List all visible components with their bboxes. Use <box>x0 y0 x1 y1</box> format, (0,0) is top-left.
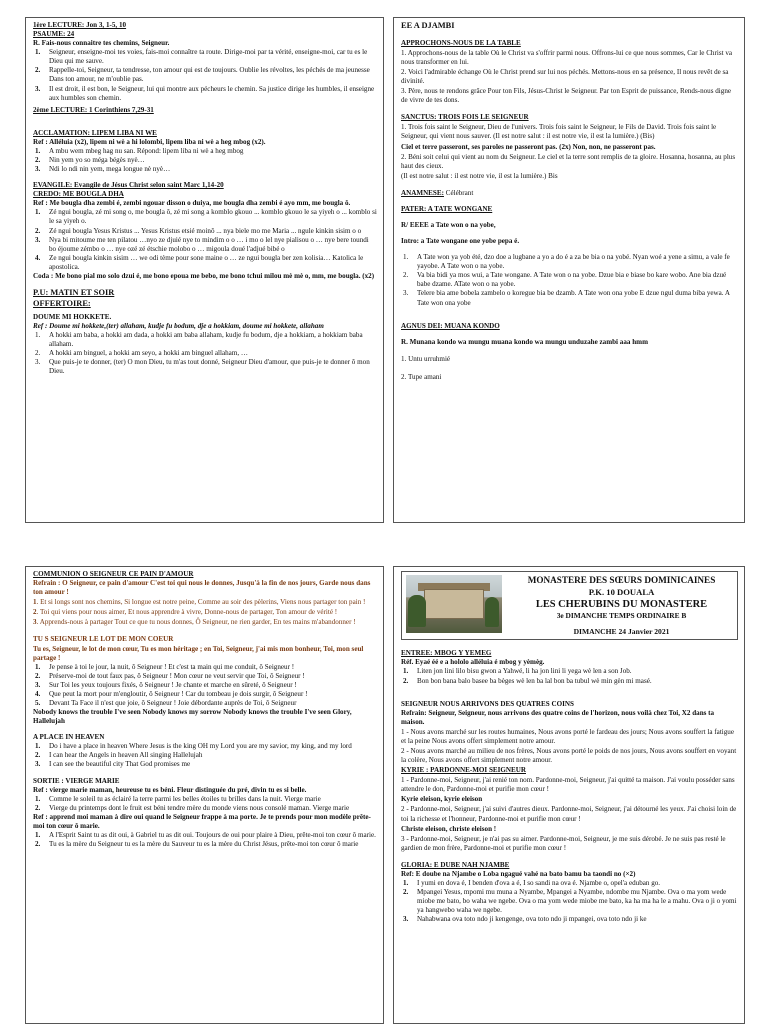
tues-title: TU S SEIGNEUR LE LOT DE MON COEUR <box>33 635 174 644</box>
list-item: 2. Zé ngui bougla Yesus Kristus ... Yesus Kristus etsié moinô ... nya biele mo me Maria ... ngule kinkin sisim o o <box>35 226 362 235</box>
list-item: 2. Nin yem yo so méga bégès nyè… <box>35 156 145 165</box>
pater-refrain: R/ EEEE a Tate won o na yobe, <box>401 221 496 229</box>
list-item: 1. Zé ngui bougla, zé mi song o, me bougla ô, zé mi song a komblo gkouo ... komblo gkouo le sa yiyeh o ... komblo si le sa yiyeh o. <box>35 208 377 226</box>
list-item: 1. Approchons-nous de la table Où le Christ va s'offrir parmi nous. Offrons-lui ce que nous sommes, Car le Christ va nous transformer en lui. <box>401 48 733 66</box>
list-item: 2 - Nous avons marché au milieu de nos frères, Nous avons porté le poids de nos jours, Nous avons souffert en voyant la colère, Nous avons offert simplement notre amour. <box>401 746 737 765</box>
list-item: 2. Vierge du printemps dont le fruit est béni tendre mère du monde viens nous consolé maman. Vierge marie <box>35 803 350 812</box>
list-item: 1. A Tate won ya yob été, dzo doe a lugbane a yo a do é a za be bia o na yobé. Nyan woé a yene a simu, a vale fe yayobe. A Tate won o na yobe. <box>403 253 730 271</box>
liturgical-day: 3e DIMANCHE TEMPS ORDINAIRE B <box>556 611 687 621</box>
list-item: 2. Préserve-moi de tout faux pas, ô Seigneur ! Mon cœur ne veut servir que Toi, ô Seigneur ! <box>35 671 305 680</box>
sortie-list <box>33 795 377 813</box>
offertoire-heading: OFFERTOIRE: <box>33 298 91 308</box>
entree-heading: ENTREE: MBOG Y YEMEG <box>401 649 492 658</box>
psaume-refrain: R. Fais-nous connaitre tes chemins, Seigneur. <box>33 39 170 48</box>
credo-list <box>33 208 377 272</box>
list-item: 2. I can hear the Angels in heaven All singing Hallelujah <box>35 751 203 760</box>
kyrie-response: Kyrie eleison, kyrie eleison <box>401 795 483 804</box>
monastery-name: MONASTERE DES SŒURS DOMINICAINES <box>527 575 716 585</box>
list-item: 1. Comme le soleil tu as éclairé la terre parmi les belles étoiles tu brilles dans la nuit. Vierge marie <box>35 794 321 803</box>
list-item: 1. Seigneur, enseigne-moi tes voies, fais-moi connaître ta route. Dirige-moi par ta vérité, enseigne-moi, car tu es le Dieu qui me sauve. <box>35 48 368 66</box>
list-item: 1. Untu urruhmié <box>401 354 451 363</box>
credo-heading: CREDO: ME BOUGLA DHA <box>33 190 124 199</box>
list-item: 2. Tu es la mère du Seigneur tu es la mère du Sauveur tu es la mère du Christ Jésus, prête-moi ton cœur ô marie <box>35 840 359 849</box>
approchons-heading: APPROCHONS-NOUS DE LA TABLE <box>401 38 521 47</box>
pu-heading: P.U: MATIN ET SOIR <box>33 288 115 298</box>
psaume-list <box>33 48 377 102</box>
acclamation-heading: ACCLAMATION: LIPEM LIBA NI WE <box>33 128 157 137</box>
list-item: 1. Do i have a place in heaven Where Jesus is the king OH my Lord you are my savior, my king, and my lord <box>35 742 352 751</box>
sanctus-verse: 1. Trois fois saint le Seigneur, Dieu de l'univers. Trois fois saint le Seigneur, le Fils de David. Trois fois saint le Seigneur, qui vient nous sauver. (Il est notre salut : il est notre vie, il est la lumière.) (Bis) <box>401 123 717 141</box>
psaume-heading: PSAUME: 24 <box>33 30 75 39</box>
kyrie-verse: 3 - Pardonne-moi, Seigneur, je n'ai pas su aimer. Pardonne-moi, Seigneur, je me suis dérobé. Je ne suis pas resté le gardien de mon frère, Pardonne-moi et purifie mon cœur ! <box>401 834 726 852</box>
list-item: 4. Que peut la mort pour m'engloutir, ô Seigneur ! Car du tombeau je dois surgir, ô Seigneur ! <box>35 689 308 698</box>
monastery-location: P.K. 10 DOUALA <box>588 586 655 597</box>
list-item: 3. Que puis-je te donner, (ter) O mon Dieu, tu m'as tout donné, Seigneur Dieu d'amour, que puis-je te donner ô mon Dieu. <box>35 357 370 375</box>
sanctus-verse: 2. Béni soit celui qui vient au nom du Seigneur. Le ciel et la terre sont remplis de ta gloire. Hosanna, hosanna, au plus haut des cieux. <box>401 152 736 170</box>
list-item: 1. A hokki am baba, a hokki am dada, a hokki am baba allaham, kudje fu bodum, dje a hokkiam, a hokkiam baba allaham. <box>35 330 363 348</box>
kyrie-heading: KYRIE : PARDONNE-MOI SEIGNEUR <box>401 766 526 775</box>
panel-cover <box>393 566 745 1024</box>
monastery-title-block <box>510 575 733 636</box>
sanctus-heading: SANCTUS: TROIS FOIS LE SEIGNEUR <box>401 113 529 122</box>
monastery-header <box>401 571 738 640</box>
lecture1-heading: 1ère LECTURE: Jon 3, 1-5, 10 <box>33 21 127 29</box>
list-item: 1. Et si longs sont nos chemins, Si longue est notre peine, Comme au soir des pèlerins, Viens nous partager ton pain ! <box>33 598 366 607</box>
date: DIMANCHE 24 Janvier 2021 <box>573 626 670 636</box>
list-item: 3. Il est droit, il est bon, le Seigneur, lui qui montre aux pécheurs le chemin. Sa justice dirige les humbles, il enseigne aux humbles son chemin. <box>35 84 375 102</box>
evangile-heading: EVANGILE: Evangile de Jésus Christ selon saint Marc 1,14-20 <box>33 181 224 190</box>
panel-communion <box>25 566 384 1024</box>
pater-intro: Intro: a Tate wongane one yobe pepa é. <box>401 237 520 246</box>
list-item: 1. A mbu wem mbeg hag nu san. Répond: lipem liba ni wè a heg mbog <box>35 146 244 155</box>
gloria-ref: Ref: E doube na Njambe o Loba ngagué vahé na bato bamu ba taondi no (×2) <box>401 869 636 878</box>
sortie-heading: SORTIE : VIERGE MARIE <box>33 776 120 785</box>
panel-eucharist <box>393 17 745 523</box>
gloria-heading: GLORIA: E DUBE NAH NJAMBE <box>401 860 510 869</box>
list-item: 3. Père, nous te rendons grâce Pour ton Fils, Jésus-Christ le Seigneur. Par ton Esprit de puissance, Rends-nous digne de vivre de tes dons. <box>401 87 732 105</box>
list-item: 1 - Nous avons marché sur les routes humaines, Nous avons porté le fardeau des jours; Nous avons souffert la fatigue et la peine Nous avons offert simplement notre amour. <box>401 727 734 745</box>
list-item: 4. Ze ngui bougla kinkin sisim … we odi tème pour sone maine o … ze ngui bougla ber zen kolisia… Katolica le apostolica. <box>35 253 364 271</box>
sanctus-refrain: Ciel et terre passeront, ses paroles ne passeront pas. (2x) Non, non, ne passeront pas. <box>401 142 656 151</box>
place-list <box>33 742 377 769</box>
list-item: 1. I yumi en dova é, I benden d'ova a é, I so sandi na ova é. Njambe o, opel'a eduban go. <box>403 878 661 887</box>
list-item: 3. Ndi lo ndi nin yem, mega longue nè nyè… <box>35 165 171 174</box>
monastery-photo <box>406 575 502 633</box>
pater-list <box>401 253 738 307</box>
seigneur-refrain: Refrain: Seigneur, Seigneur, nous arrivons des quatre coins de l'horizon, nous voilà chez Toi, X2 dans ta maison. <box>401 708 715 726</box>
nobody-text: Nobody knows the trouble I've seen Nobody knows my sorrow Nobody knows the trouble I've seen Glory, Hallelujah <box>33 708 352 726</box>
list-item: 3. Nya bi mitoume me ten pilatou …nyo ze djuié nye to mindim o o … i mo o lel nye pialisou o … nye bere toundi bo éjoume zémbo o … nye ozé zé étschie molobo o … migoula doué l'adjué bibé o <box>35 235 369 253</box>
communion-refrain: Refrain : O Seigneur, ce pain d'amour C'est toi qui nous le donnes, Jusqu'à la fin de nos jours, Garde nous dans ton amour ! <box>33 579 371 597</box>
sortie-list2 <box>33 831 377 849</box>
entree-ref: Réf. Eyaé éé e a hololo alléluia é mbog y yèmèg. <box>401 658 545 667</box>
list-item: 5. Devant Ta Face il n'est que joie, ô Seigneur ! Joie débordante auprès de Toi, ô Seigneur <box>35 699 297 708</box>
entree-list <box>401 667 738 685</box>
list-item: 2. Bon bon bana balo basee ba bèges wè len ba lal bon ba tubul wè min gèn mi masé. <box>403 676 652 685</box>
agnus-heading: AGNUS DEI: MUANA KONDO <box>401 321 500 330</box>
list-item: 3. I can see the beautiful city That God promises me <box>35 760 191 769</box>
list-item: 2. Tupe amani <box>401 372 442 381</box>
seigneur-title: SEIGNEUR NOUS ARRIVONS DES QUATRES COINS <box>401 699 574 708</box>
communion-heading: COMMUNION O SEIGNEUR CE PAIN D'AMOUR <box>33 570 194 578</box>
credo-coda: Coda : Me bono pial mo solo dzui é, me bono epoua me bebo, me bono tchui milou mè mè o, mm, me bougla. (x2) <box>33 271 375 280</box>
list-item: 2. Rappelle-toi, Seigneur, ta tendresse, ton amour qui est de toujours. Oublie les révoltes, les péchés de ma jeunesse Dans ton amour, ne m'oublie pas. <box>35 66 370 84</box>
list-item: 2. A hokki am binguel, a hokki am seyo, a hokki am binguel allaham, … <box>35 348 248 357</box>
kyrie-verse: 1 - Pardonne-moi, Seigneur, j'ai renié ton nom. Pardonne-moi, Seigneur, j'ai quitté ta maison. J'ai voulu posséder sans attendre le don, Pardonne-moi et purifie mon cœur ! <box>401 776 735 794</box>
list-item: 3. Apprends-nous à partager Tout ce que tu nous donnes, Ô Seigneur, ne rien garder, En tes mains m'abandonner ! <box>33 618 356 627</box>
list-item: 1. Je pense à toi le jour, la nuit, ô Seigneur ! Et c'est ta main qui me conduit, ô Seigneur ! <box>35 662 295 671</box>
anamnese-line: ANAMNESE: Célébrant <box>401 188 474 197</box>
agnus-refrain: R. Munana kondo wa mungu muana kondo wa mungu unduzahe zambi aaa hmm <box>401 337 648 346</box>
sanctus-verse: (Il est notre salut : il est notre vie, il est la lumière.) Bis <box>401 171 558 180</box>
doume-title: DOUME MI HOKKETE. <box>33 312 112 321</box>
list-item: 1. A l'Esprit Saint tu as dit oui, à Gabriel tu as dit oui. Toujours de oui pour plaire à Dieu, prête-moi ton cœur ô marie. <box>35 831 376 840</box>
tues-list <box>33 663 377 708</box>
acclamation-list <box>33 147 377 174</box>
credo-ref: Ref : Me bougla dha zembi é, zembi ngouar disson o duiya, me bougla dha zembi é ayo mm, me bougla ô. <box>33 199 351 208</box>
sortie-ref2: Ref : apprend moi maman à dire oui quand le Seigneur frappe à ma porte. Je te prends pour mon modèle prête-moi ton cœur ô marie. <box>33 812 371 830</box>
kyrie-response: Christe eleison, christe eleison ! <box>401 824 497 833</box>
list-item: 2. Va bia bidi ya mos wui, a Tate wongane. A Tate won o na yobe. Dzue bia e biase bo kare wobo. Ane bia dzué babe dzame. ATate won o na yobe. <box>403 271 727 289</box>
doume-list <box>33 331 377 376</box>
ee-title: EE A DJAMBI <box>401 21 455 30</box>
tues-ref: Tu es, Seigneur, le lot de mon cœur, Tu es mon héritage ; en Toi, Seigneur, j'ai mis mon bonheur, Toi, mon seul partage ! <box>33 644 364 662</box>
choir-name: LES CHERUBINS DU MONASTERE <box>535 598 708 610</box>
sortie-ref: Ref : vierge marie maman, heureuse tu es béni. Fleur distinguée du pré, divin tu es si belle. <box>33 785 307 794</box>
list-item: 3. Sur Toi les yeux toujours fixés, ô Seigneur ! Je chante et marche en sûreté, ô Seigneur ! <box>35 680 297 689</box>
list-item: 3. Nahabwana ova toto ndo ji kengenge, ova toto ndo ji mpangei, ova toto ndo ji ke <box>403 915 647 924</box>
gloria-list <box>401 879 738 924</box>
acclamation-ref: Ref : Alléluia (x2), lipem ni wè a hi lolombi, lipem liba ni wè a heg mbog (x2). <box>33 137 266 146</box>
list-item: 1. Liten jon lini lilo bisu gwon a Yahwé, li ha jon lini li yega wè len a son Job. <box>403 667 632 676</box>
list-item: 2. Toi qui viens pour nous aimer, Et nous apprendre à vivre, Donne-nous de partager, Ton amour de vérité ! <box>33 608 338 617</box>
list-item: 2. Voici l'admirable échange Où le Christ prend sur lui nos péchés. Mettons-nous en sa présence, Il nous revêt de sa divinité. <box>401 67 729 86</box>
kyrie-verse: 2 - Pardonne-moi, Seigneur, j'ai suivi d'autres dieux. Pardonne-moi, Seigneur, j'ai détourné les yeux. J'ai choisi loin de toi la richesse et l'honneur, Pardonne-moi et purifie mon cœur ! <box>401 805 737 823</box>
lecture2-heading: 2ème LECTURE: 1 Corinthiens 7,29-31 <box>33 105 154 114</box>
pater-heading: PATER: A TATE WONGANE <box>401 204 493 213</box>
place-title: A PLACE IN HEAVEN <box>33 733 105 742</box>
list-item: 2. Mpangei Yesus, mpomi mu muna a Nyambe, Mpangei a Nyambe, ndombe mu Njambe. Ova o ma yom wede miobe me bato, bo waha we ngebe. Ova o ma yom wede miobe me bato, ka ha ma ha le a mahu. Ova o ji o yomi ya hangwebo waha we ngebe. <box>403 888 737 915</box>
list-item: 3. Telere bia ame bobela zambelo o koregue bia be dzamb. A Tate won ona yobe E dzue ngul duma biba yewa. A Tate won ona yobe <box>403 289 730 307</box>
panel-readings <box>25 17 384 523</box>
doume-ref: Ref : Doume mi hokkete,(ter) allaham, kudje fu bodum, dje a hokkiam, doume mi hokkete, allaham <box>33 321 324 330</box>
